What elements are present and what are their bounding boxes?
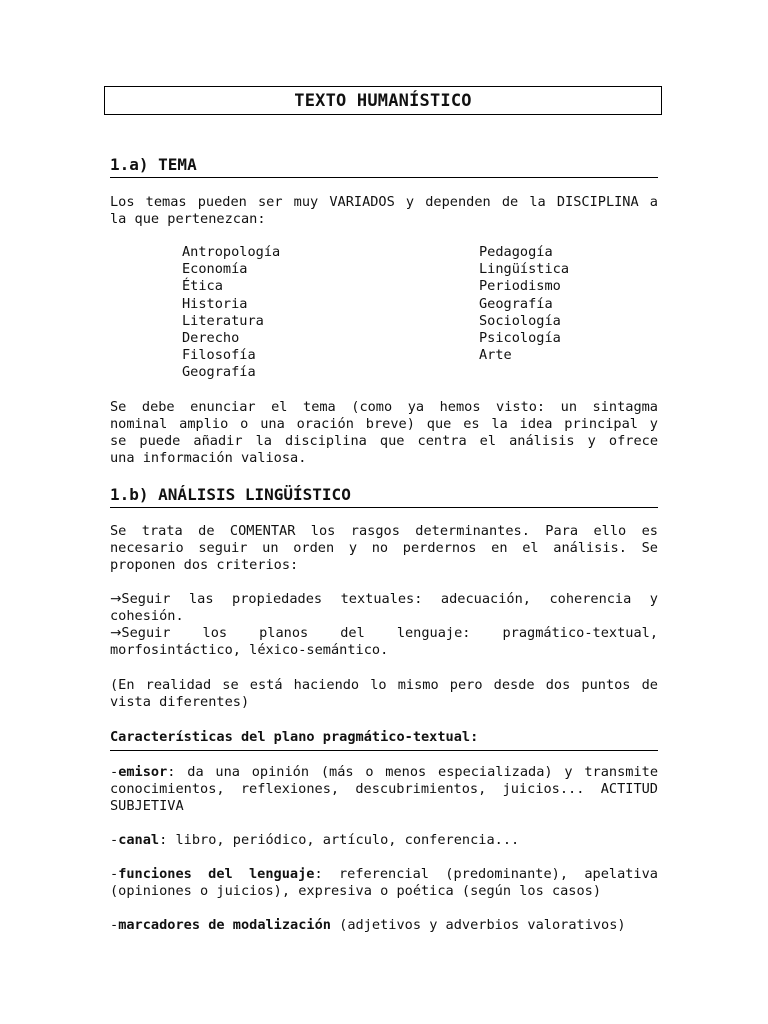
section-a-intro — [110, 194, 658, 228]
list-item: Historia — [182, 295, 248, 312]
text-line: (En realidad se está haciendo lo mismo pero desde dos puntos de — [110, 677, 658, 693]
text-line: morfosintáctico, léxico-semántico. — [110, 642, 389, 658]
canal-paragraph — [110, 832, 658, 849]
text-line: proponen dos criterios: — [110, 557, 299, 573]
funciones-paragraph — [110, 866, 658, 900]
criteria-list — [110, 591, 658, 659]
list-item: Ética — [182, 278, 223, 295]
text-line: Los temas pueden ser muy VARIADOS y dependen de la DISCIPLINA a — [110, 194, 658, 210]
section-b-remark — [110, 677, 658, 711]
disciplines-left-list — [182, 244, 280, 382]
text-line: SUBJETIVA — [110, 798, 184, 814]
text-line: una información valiosa. — [110, 450, 307, 466]
disciplines-right-list — [479, 244, 569, 364]
section-b-heading: 1.b) ANÁLISIS LINGÜÍSTICO — [110, 485, 658, 508]
text-line: conocimientos, reflexiones, descubrimientos, juicios... ACTITUD — [110, 781, 658, 797]
list-item: Economía — [182, 261, 248, 278]
text-line: -marcadores de modalización (adjetivos y adverbios valorativos) — [110, 917, 626, 933]
text-line: necesario seguir un orden y no perdernos en el análisis. Se — [110, 540, 658, 556]
list-item: Periodismo — [479, 278, 561, 295]
emisor-paragraph — [110, 764, 658, 815]
list-item: Lingüística — [479, 261, 570, 278]
text-line: Se debe enunciar el tema (como ya hemos visto: un sintagma — [110, 399, 658, 415]
list-item: Geografía — [182, 364, 256, 381]
list-item: Derecho — [182, 330, 240, 347]
text-line: se puede añadir la disciplina que centra el análisis y ofrece — [110, 433, 658, 449]
list-item: Geografía — [479, 295, 553, 312]
text-line: vista diferentes) — [110, 694, 250, 710]
list-item: Filosofía — [182, 347, 256, 364]
arrow-right-icon: → — [110, 591, 122, 607]
emisor-label: emisor — [118, 764, 168, 780]
marcadores-label: marcadores de modalización — [118, 917, 331, 933]
section-b-intro — [110, 523, 658, 574]
criterion-1-line: →Seguir las propiedades textuales: adecuación, coherencia y — [110, 591, 658, 607]
text-line: (opiniones o juicios), expresiva o poética (según los casos) — [110, 883, 602, 899]
list-item: Sociología — [479, 312, 561, 329]
list-item: Literatura — [182, 312, 264, 329]
marcadores-paragraph — [110, 917, 658, 934]
list-item: Pedagogía — [479, 244, 553, 260]
section-a-note — [110, 399, 658, 467]
list-item: Psicología — [479, 330, 561, 347]
text-line: nominal amplio o una oración breve) que es la idea principal y — [110, 416, 658, 432]
text-line: -funciones del lenguaje: referencial (predominante), apelativa — [110, 866, 658, 882]
funciones-label: funciones del lenguaje — [118, 866, 315, 882]
list-item: Arte — [479, 347, 512, 364]
document-title: TEXTO HUMANÍSTICO — [104, 86, 662, 115]
text-line: cohesión. — [110, 608, 184, 624]
text-line: -emisor: da una opinión (más o menos especializada) y transmite — [110, 764, 658, 780]
text-line: Se trata de COMENTAR los rasgos determinantes. Para ello es — [110, 523, 658, 539]
section-a-heading: 1.a) TEMA — [110, 155, 658, 178]
text-line: -canal: libro, periódico, artículo, conferencia... — [110, 832, 520, 848]
canal-label: canal — [118, 832, 160, 848]
text-line: la que pertenezcan: — [110, 211, 266, 227]
list-item: Antropología — [182, 244, 281, 260]
section-c-heading: Características del plano pragmático-textual: — [110, 729, 658, 751]
criterion-2-line: →Seguir los planos del lenguaje: pragmático-textual, — [110, 625, 658, 641]
arrow-right-icon: → — [110, 625, 122, 641]
